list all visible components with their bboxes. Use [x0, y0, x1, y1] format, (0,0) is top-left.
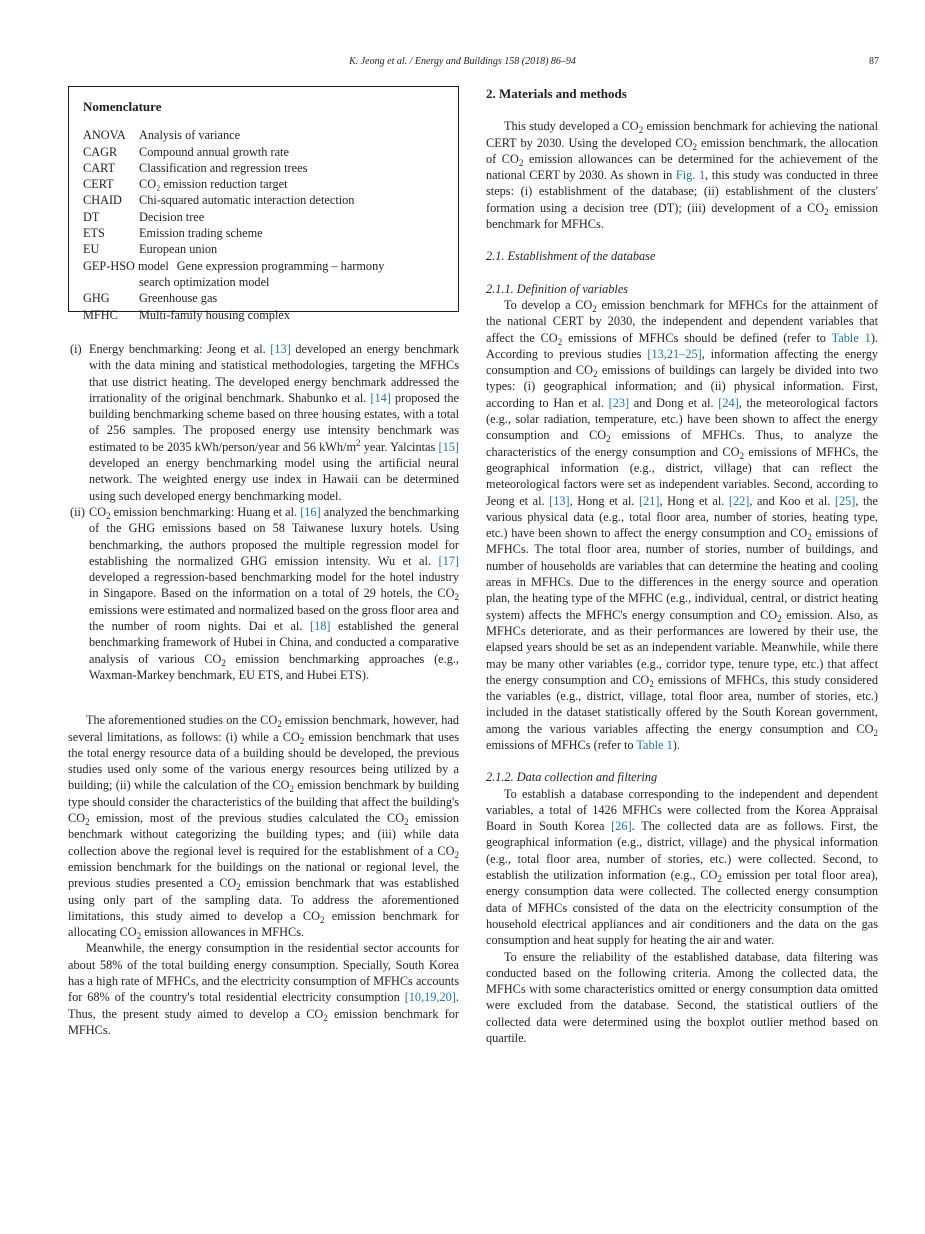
nomenclature-abbr: ETS — [83, 226, 105, 241]
citation-link[interactable]: [13] — [270, 342, 291, 356]
citation-link[interactable]: [26] — [611, 819, 632, 834]
nomenclature-entry — [83, 290, 444, 306]
nomenclature-definition: Analysis of variance — [139, 128, 241, 143]
nomenclature-abbr: CERT — [83, 177, 114, 192]
body-paragraph: The aforementioned studies on the $CO_2$ emission benchmark, however, had several limitations, as follows: (i) while a $CO_2$ emission benchmark that uses the total energy resource data of a building should be developed, the previous studies used only some of the various energy resources being utilized by a building; (ii) while the calculation of the $CO_2$ emission benchmark by building type should consider the characteristics of the building that affect the building's $CO_2$ emission, most of the previous studies calculated the $CO_2$ emission benchmark without categorizing the building types; and (iii) while data collection above the regional level is required for the establishment of a $CO_2$ emission benchmark for the buildings on the national or regional level, the previous studies presented a $CO_2$ emission benchmark that was established using only part of the sampling data. To address the aforementioned limitations, this study aimed to develop a $CO_2$ emission benchmark for allocating $CO_2$ emission allowances in MFHCs. — [68, 713, 460, 942]
subsubsection-heading: 2.1.2. Data collection and filtering — [486, 770, 658, 785]
nomenclature-abbr: MFHC — [83, 307, 118, 322]
citation-link[interactable]: [13,21–25] — [647, 346, 702, 361]
nomenclature-abbr: DT — [83, 209, 100, 224]
nomenclature-definition: Decision tree — [139, 209, 205, 224]
citation-link[interactable]: [24] — [718, 395, 739, 410]
list-item: (i) Energy benchmarking: Jeong et al. [13] developed an energy benchmark with the data mining and statistical methodologies, targeting the MFHCs that use district heating. The developed energy benchmark addressed the irrationality of the original benchmark. Shabunko et al. [14] proposed the building benchmarking scheme based on three housing estates, with a total of 256 samples. The proposed energy use intensity benchmark was estimated to be 2035 kWh/person/year and 56 kWh/$m^2$ year. Yalcintas [15] developed an energy benchmarking model using the artificial neural network. The weighted energy use index in Hawaii can be determined using such developed energy benchmarking model. — [70, 342, 459, 503]
citation-link[interactable]: [10,19,20] — [404, 990, 456, 1005]
nomenclature-definition: CO₂ emission reduction target — [139, 177, 288, 192]
nomenclature-abbr: ANOVA — [83, 128, 126, 143]
body-paragraph: Meanwhile, the energy consumption in the residential sector accounts for about 58% of the total building energy consumption. Specially, South Korea has a high rate of MFHCs, and the electricity consumption of MFHCs accounts for 68% of the country's total residential electricity consumption [10,19,20]. Thus, the present study aimed to develop a $CO_2$ emission benchmark for MFHCs. — [68, 941, 459, 1037]
citation-link[interactable]: [18] — [309, 619, 331, 634]
nomenclature-entry — [83, 176, 444, 192]
nomenclature-title: Nomenclature — [83, 99, 162, 114]
nomenclature-definition: Emission trading scheme — [139, 226, 263, 241]
nomenclature-abbr: GHG — [83, 291, 110, 306]
nomenclature-box — [68, 86, 459, 322]
nomenclature-entry — [83, 192, 444, 208]
citation-link[interactable]: [21] — [638, 493, 660, 508]
item-label: (i) — [70, 342, 82, 356]
nomenclature-abbr: CHAID — [83, 193, 122, 208]
citation-link[interactable]: [14] — [370, 390, 391, 405]
nomenclature-abbr: CART — [83, 160, 116, 175]
subsection-heading: 2.1. Establishment of the database — [486, 249, 656, 264]
running-title: K. Jeong et al. / Energy and Buildings 158 (2018) 86–94 — [349, 56, 576, 67]
body-paragraph: To develop a $CO_2$ emission benchmark for MFHCs for the attainment of the national CERT by 2030, the independent and dependent variables that affect the $CO_2$ emissions of MFHCs should be defined (refer to Table 1). According to previous studies [13,21–25], information affecting the energy consumption and $CO_2$ emissions of buildings can largely be divided into two types: (i) geographical information; and (ii) physical information. First, according to Han et al. [23] and Dong et al. [24], the meteorological factors (e.g., solar radiation, temperature, etc.) have been shown to affect the energy consumption and $CO_2$ emissions of MFHCs. Thus, to analyze the characteristics of the energy consumption and $CO_2$ emissions of MFHCs, the geographical information (e.g., district, village) that can reflect the meteorological factors were set as independent variables. Second, according to Jeong et al. [13], Hong et al. [21], Hong et al. [22], and Koo et al. [25], the various physical data (e.g., total floor area, number of stories, heating type, etc.) have been shown to affect the energy consumption and $CO_2$ emissions of MFHCs. The total floor area, number of stories, number of buildings, and number of households are variables that can determine the heating and cooling areas in MFHCs. Due to the differences in the energy source and operation plan, the heating type of the MFHC (e.g., individual, central, or district heating system) affects the MFHC's energy consumption and $CO_2$ emission. Also, as MFHCs deteriorate, and as their performances are lowered by their use, the elapsed years should be set as an independent variable. Meanwhile, while there may be many other variables (e.g., corridor type, tenure type, etc.) that affect the energy consumption and $CO_2$ emissions of MFHCs, this study considered the variables (e.g., district, village, total floor area, number of stories, etc.) included in the dataset statistically offered by the South Korean government, among the various variables affecting the energy consumption and $CO_2$ emissions of MFHCs (refer to Table 1). — [486, 297, 879, 752]
list-item: (ii) $CO_2$ emission benchmarking: Huang et al. [16] analyzed the benchmarking of the GHG emissions based on 58 Taiwanese luxury hotels. Using benchmarking, the authors proposed the multiple regression model for establishing the normalized GHG emission intensity. Wu et al. [17] developed a regression-based benchmarking model for the hotel industry in Singapore. Based on the information on a total of 29 hotels, the $CO_2$ emissions were estimated and normalized based on the gross floor area and the number of room nights. Dai et al. [18] established the general benchmarking framework of Hubei in China, and conducted a comparative analysis of various $CO_2$ emission benchmarking approaches (e.g., Waxman-Markey benchmark, EU ETS, and Hubei ETS). — [70, 504, 459, 682]
table-link[interactable]: Table 1 — [636, 737, 673, 752]
nomenclature-entry — [83, 225, 444, 241]
nomenclature-entry — [83, 144, 444, 160]
section-heading: 2. Materials and methods — [486, 86, 627, 101]
nomenclature-definition: Chi-squared automatic interaction detection — [139, 193, 355, 208]
body-paragraph: To establish a database corresponding to the independent and dependent variables, a total of 1426 MFHCs were collected from the Korea Appraisal Board in South Korea [26]. The collected data are as follows. First, the geographical information (e.g., district, village) and the physical information (e.g., total floor area, number of stories, etc.) were collected. Second, to establish the utilization information (e.g., $CO_2$ emission per total floor area), energy consumption data were collected. The collected energy consumption data of MFHCs consisted of the data on the electricity consumption of the household electrical appliances and air conditioners and the data on the gas consumption and heat supply for heating the air and water. — [486, 786, 878, 948]
right-column — [486, 86, 878, 1046]
citation-link[interactable]: [25] — [834, 493, 856, 508]
citation-link[interactable]: [15] — [438, 439, 459, 454]
nomenclature-entry — [83, 160, 444, 176]
nomenclature-definition: Greenhouse gas — [139, 291, 218, 306]
nomenclature-entry — [83, 258, 444, 274]
subsubsection-heading: 2.1.1. Definition of variables — [486, 281, 629, 296]
nomenclature-entry — [83, 209, 444, 225]
table-link[interactable]: Table 1 — [831, 330, 871, 345]
nomenclature-definition: Compound annual growth rate — [139, 144, 289, 159]
page-header — [0, 56, 925, 70]
body-paragraph: This study developed a $CO_2$ emission benchmark for achieving the national CERT by 2030. Using the developed $CO_2$ emission benchmark, the allocation of $CO_2$ emission allowances can be determined for the achievement of the national CERT by 2030. As shown in Fig. 1, this study was conducted in three steps: (i) establishment of the database; (ii) establishment of the clusters' formation using a decision tree (DT); (iii) development of a $CO_2$ emission benchmark for MFHCs. — [486, 119, 878, 232]
citation-link[interactable]: [17] — [438, 553, 459, 568]
citation-link[interactable]: [22] — [728, 493, 750, 508]
nomenclature-definition: Multi-family housing complex — [139, 307, 290, 322]
nomenclature-definition-continued: search optimization model — [139, 274, 270, 289]
left-column — [68, 86, 459, 1038]
nomenclature-abbr: EU — [83, 242, 100, 257]
citation-link[interactable]: [13] — [549, 493, 570, 508]
nomenclature-abbr: CAGR — [83, 144, 118, 159]
citation-link[interactable]: [16] — [300, 504, 321, 519]
nomenclature-abbr: GEP-HSO model — [83, 258, 169, 273]
citation-link[interactable]: [23] — [608, 395, 630, 410]
nomenclature-entry — [83, 307, 444, 323]
item-label: (ii) — [70, 504, 86, 519]
body-paragraph: To ensure the reliability of the established database, data filtering was conducted based on the following criteria. Among the collected data, the MFHCs with some characteristics omitted or energy consumption data omitted were excluded from the database. Second, the statistical outliers of the collected data were determined using the boxplot outlier method based on quartile. — [486, 949, 878, 1046]
page-number: 87 — [869, 56, 879, 67]
nomenclature-entry — [83, 127, 444, 143]
figure-link[interactable]: Fig. 1 — [675, 168, 706, 183]
nomenclature-definition: Gene expression programming – harmony — [176, 258, 385, 273]
nomenclature-list — [83, 127, 444, 323]
nomenclature-definition: Classification and regression trees — [139, 160, 308, 175]
benchmark-list — [68, 341, 459, 683]
nomenclature-definition: European union — [139, 242, 218, 257]
nomenclature-entry — [83, 241, 444, 257]
